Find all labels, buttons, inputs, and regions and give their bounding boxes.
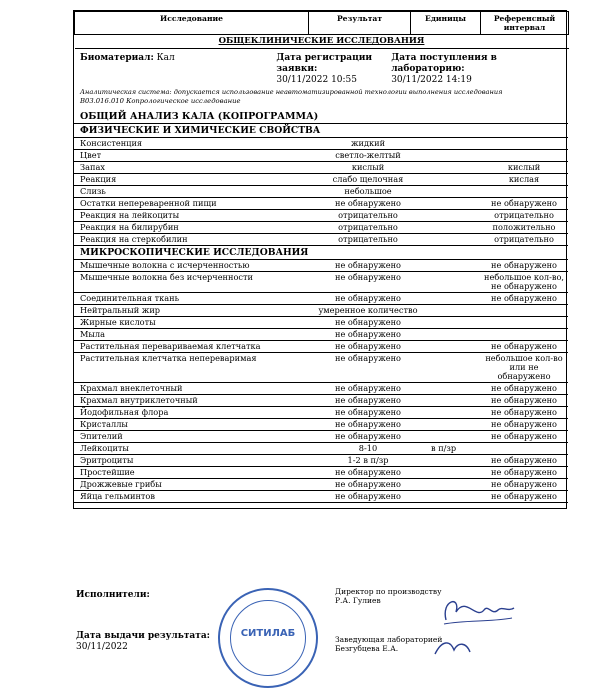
director-name: Р.А. Гулиев [335,596,381,605]
reference-value [480,138,568,150]
reference-value: положительно [480,222,568,234]
reference-value: не обнаружено [480,260,568,272]
test-name: Мышечные волокна с исчерченностью [74,260,308,272]
biomaterial-value: Кал [156,53,175,63]
result-value: 1-2 в п/зр [308,455,428,467]
col-result-header: Результат [309,12,411,35]
registration-value: 30/11/2022 10:55 [276,75,358,85]
col-test-header: Исследование [75,12,309,35]
director-title: Директор по производству [335,587,442,596]
procedure-code-note: B03.016.010 Копрологическое исследование [80,97,241,105]
result-row [74,491,568,503]
reference-value: не обнаружено [480,293,568,305]
unit-value [428,174,480,186]
result-value: не обнаружено [308,395,428,407]
result-value: не обнаружено [308,383,428,395]
unit-value [428,272,480,293]
reference-value: не обнаружено [480,407,568,419]
result-value: умеренное количество [308,305,428,317]
section-banner: ОБЩЕКЛИНИЧЕСКИЕ ИССЛЕДОВАНИЯ [75,35,569,49]
unit-value [428,138,480,150]
result-row [74,395,568,407]
lab-arrival-label: Дата поступления в лабораторию: [391,53,497,74]
reference-value [480,305,568,317]
result-value: не обнаружено [308,419,428,431]
result-value: отрицательно [308,234,428,246]
result-row [74,329,568,341]
unit-value [428,491,480,503]
reference-value [480,443,568,455]
result-row [74,317,568,329]
unit-value [428,353,480,383]
unit-value [428,222,480,234]
issue-date-label: Дата выдачи результата: [76,631,210,641]
unit-value [428,210,480,222]
director-signature [436,590,516,632]
col-ref-header: Референсный интервал [481,12,569,35]
test-name: Соединительная ткань [74,293,308,305]
result-value: не обнаружено [308,341,428,353]
result-value: не обнаружено [308,479,428,491]
result-value: светло-желтый [308,150,428,162]
result-row [74,383,568,395]
reference-value [480,186,568,198]
unit-value [428,198,480,210]
unit-value [428,479,480,491]
test-name: Крахмал внутриклеточный [74,395,308,407]
report-header-table [74,11,569,49]
test-name: Нейтральный жир [74,305,308,317]
reference-value: не обнаружено [480,479,568,491]
reference-value [480,329,568,341]
reference-value: отрицательно [480,210,568,222]
test-name: Эритроциты [74,455,308,467]
test-name: Растительная клетчатка непереваримая [74,353,308,383]
result-value: не обнаружено [308,491,428,503]
result-value: отрицательно [308,210,428,222]
result-row [74,138,568,150]
reference-value [480,317,568,329]
test-name: Реакция на лейкоциты [74,210,308,222]
test-name: Мыла [74,329,308,341]
test-name: Эпителий [74,431,308,443]
result-value: не обнаружено [308,198,428,210]
lab-stamp [218,588,318,688]
reference-value: не обнаружено [480,395,568,407]
test-name: Реакция на стеркобилин [74,234,308,246]
result-row [74,162,568,174]
test-name: Жирные кислоты [74,317,308,329]
result-value: не обнаружено [308,260,428,272]
section-physical: ФИЗИЧЕСКИЕ И ХИМИЧЕСКИЕ СВОЙСТВА [74,124,568,138]
reference-value: небольшое кол-во, не обнаружено [480,272,568,293]
test-name: Йодофильная флора [74,407,308,419]
unit-value [428,260,480,272]
col-units-header: Единицы [411,12,481,35]
result-value: не обнаружено [308,329,428,341]
unit-value: в п/зр [428,443,480,455]
result-row [74,479,568,491]
result-row [74,210,568,222]
reference-value: не обнаружено [480,419,568,431]
result-value: не обнаружено [308,272,428,293]
test-name: Мышечные волокна без исчерченности [74,272,308,293]
reference-value: не обнаружено [480,198,568,210]
unit-value [428,186,480,198]
result-row [74,234,568,246]
result-row [74,305,568,317]
reference-value [480,150,568,162]
analysis-system-note: Аналитическая система: допускается использование неавтоматизированной технологии выполнения исследования [80,88,503,96]
test-name: Цвет [74,150,308,162]
performers-label: Исполнители: [76,590,150,600]
result-value: 8-10 [308,443,428,455]
result-row [74,353,568,383]
test-name: Запах [74,162,308,174]
test-name: Простейшие [74,467,308,479]
reference-value: не обнаружено [480,383,568,395]
result-row [74,186,568,198]
reference-value: кислый [480,162,568,174]
reference-value: кислая [480,174,568,186]
result-row [74,443,568,455]
test-name: Яйца гельминтов [74,491,308,503]
analysis-title: ОБЩИЙ АНАЛИЗ КАЛА (КОПРОГРАММА) [80,111,319,122]
head-title: Заведующая лабораторией [335,635,443,644]
analysis-note [74,86,566,106]
result-value: не обнаружено [308,467,428,479]
test-name: Крахмал внеклеточный [74,383,308,395]
reference-value: не обнаружено [480,431,568,443]
unit-value [428,305,480,317]
test-name: Реакция на билирубин [74,222,308,234]
unit-value [428,317,480,329]
test-name: Консистенция [74,138,308,150]
result-value: не обнаружено [308,407,428,419]
unit-value [428,395,480,407]
result-row [74,150,568,162]
reference-value: небольшое кол-во или не обнаружено [480,353,568,383]
result-row [74,467,568,479]
section-microscopic: МИКРОСКОПИЧЕСКИЕ ИССЛЕДОВАНИЯ [74,246,568,260]
result-value: кислый [308,162,428,174]
result-value: отрицательно [308,222,428,234]
test-name: Дрожжевые грибы [74,479,308,491]
result-row [74,455,568,467]
test-name: Реакция [74,174,308,186]
head-name: Безгубцева Е.А. [335,644,399,653]
test-name: Растительная перевариваемая клетчатка [74,341,308,353]
unit-value [428,341,480,353]
reference-value: не обнаружено [480,491,568,503]
result-row [74,341,568,353]
reference-value: не обнаружено [480,341,568,353]
result-value: не обнаружено [308,293,428,305]
issue-date-value: 30/11/2022 [76,642,128,652]
registration-label: Дата регистрации заявки: [276,53,373,74]
unit-value [428,407,480,419]
lab-arrival-value: 30/11/2022 14:19 [391,75,472,85]
unit-value [428,293,480,305]
result-row [74,431,568,443]
result-value: жидкий [308,138,428,150]
result-value: небольшое [308,186,428,198]
result-row [74,407,568,419]
result-row [74,293,568,305]
result-row [74,260,568,272]
test-name: Остатки непереваренной пищи [74,198,308,210]
unit-value [428,162,480,174]
unit-value [428,383,480,395]
result-row [74,419,568,431]
result-value: слабо щелочная [308,174,428,186]
test-name: Кристаллы [74,419,308,431]
result-value: не обнаружено [308,353,428,383]
request-meta [74,49,566,86]
unit-value [428,467,480,479]
unit-value [428,234,480,246]
unit-value [428,455,480,467]
unit-value [428,329,480,341]
director-block [335,587,442,605]
result-row [74,222,568,234]
test-name: Слизь [74,186,308,198]
lab-report [73,10,567,509]
results-table [74,123,568,503]
biomaterial-label: Биоматериал: [80,53,154,63]
result-row [74,174,568,186]
unit-value [428,419,480,431]
reference-value: не обнаружено [480,467,568,479]
unit-value [428,431,480,443]
result-value: не обнаружено [308,317,428,329]
result-row [74,198,568,210]
reference-value: не обнаружено [480,455,568,467]
head-signature [430,636,490,655]
head-block [335,635,442,653]
reference-value: отрицательно [480,234,568,246]
unit-value [428,150,480,162]
result-value: не обнаружено [308,431,428,443]
test-name: Лейкоциты [74,443,308,455]
result-row [74,272,568,293]
stamp-logo: СИТИЛАБ [234,628,302,639]
